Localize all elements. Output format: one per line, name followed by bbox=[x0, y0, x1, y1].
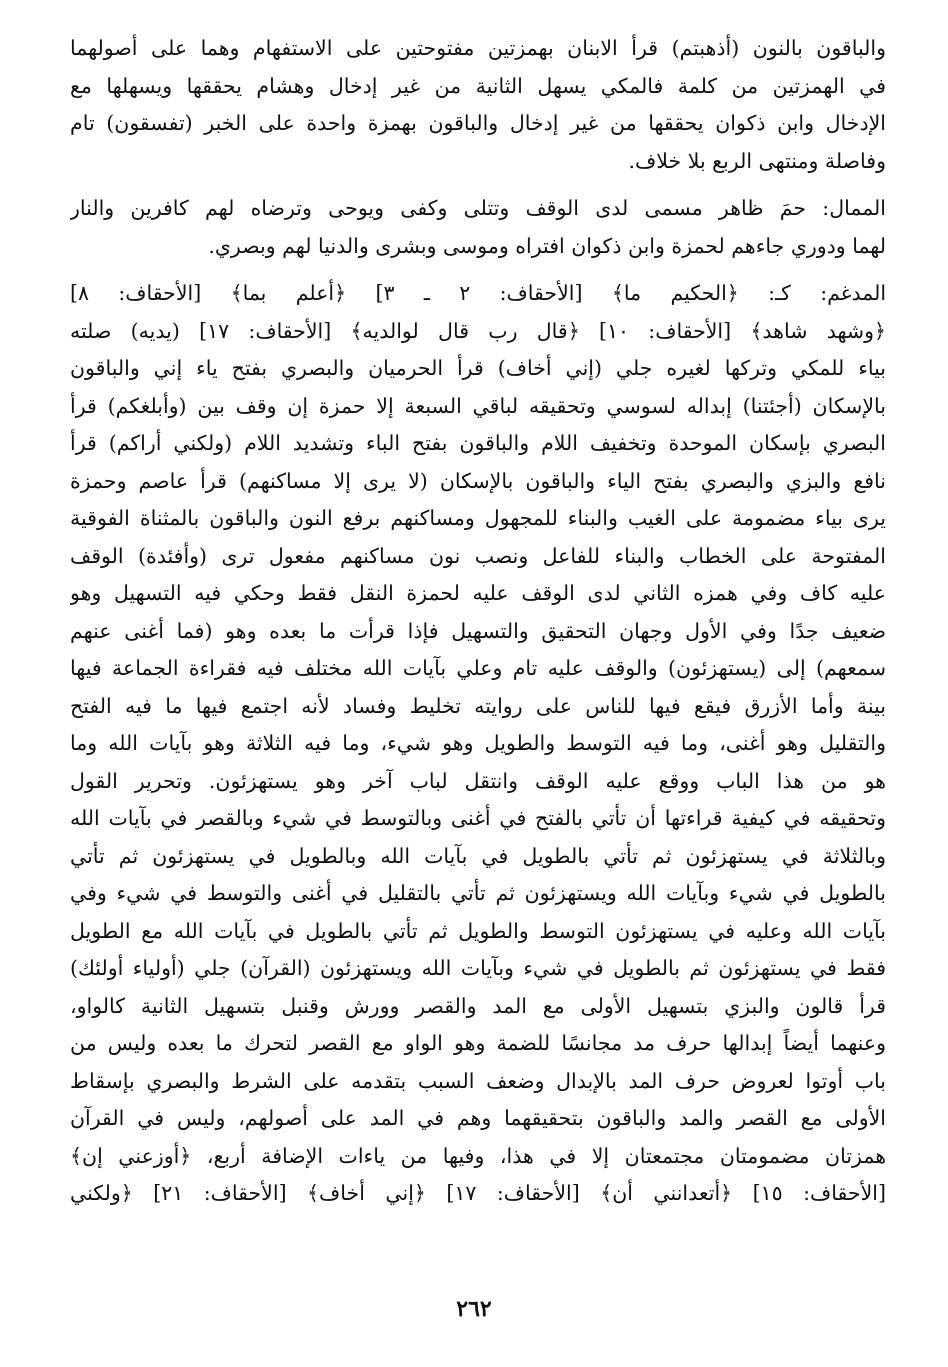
text-line: همزتان مضمومتان مجتمعتان إلا في هذا، وفيها من ياءات الإضافة أربع، ﴿أوزعني إن﴾ bbox=[70, 1143, 886, 1168]
text-line: يرى بياء مضمومة على الغيب والبناء للمجهول ومساكنهم برفع النون والباقون بالمثناة الفوقية bbox=[70, 506, 886, 530]
text-line: بياء للمكي وتركها لغيره جلي (إني أخاف) قرأ الحرميان والبصري بفتح ياء إني والباقون bbox=[70, 356, 886, 380]
text-line: الأولى مع القصر والمد والباقون بتحقيقهما وهم في المد على أصولهم، وليس في القرآن bbox=[70, 1106, 886, 1130]
text-line: وتحقيقه في كيفية قراءتها أن تأتي بالفتح في أغنى وبالتوسط في شيء وبالقصر في بآيات الله bbox=[70, 806, 886, 830]
text-line: بالطويل في شيء وبآيات الله ويستهزئون ثم تأتي بالتقليل في أغنى والتوسط في شيء وفي bbox=[70, 881, 886, 905]
text-line: وبالثلاثة في يستهزئون ثم تأتي بالطويل في بآيات الله وبالطويل في يستهزئون ثم تأتي bbox=[70, 843, 886, 868]
text-line: سمعهم) إلى (يستهزئون) والوقف عليه تام وعلي بآيات الله مختلف فيه فقراءة الجماعة فيها bbox=[70, 656, 886, 680]
text-line: والتقليل وهو أغنى، وما فيه التوسط والطويل وهو شيء، وما فيه الثلاثة وهو بآيات الله وما bbox=[70, 731, 886, 755]
text-line: بينة وأما الأزرق فيقع فيها للناس على روايته تخليط وفساد لأنه اجتمع فيها ما فيه الفتح bbox=[70, 693, 886, 718]
text-line: الإدخال وابن ذكوان يحققها من غير إدخال والباقون بهمزة واحدة على الخبر (تفسقون) تام bbox=[70, 111, 886, 135]
text-line: المفتوحة على الخطاب والبناء للفاعل ونصب نون مساكنهم مفعول ترى (وأفئدة) الوقف bbox=[70, 543, 886, 568]
text-line: البصري بإسكان الموحدة وتخفيف اللام والباقون بفتح الباء وتشديد اللام (ولكني أراكم) قرأ bbox=[70, 431, 886, 455]
text-line: باب أوتوا لعروض حرف المد بالإبدال وضعف السبب بتقدمه على الشرط والبصري بإسقاط bbox=[70, 1068, 886, 1093]
text-line: وعنهما أيضاً إبدالها حرف مد مجانسًا للضمة وهو الواو مع القصر لتحرك ما بعده وليس من bbox=[70, 1031, 886, 1055]
text-line: لهما ودوري جاءهم لحمزة وابن ذكوان افتراه وموسى وبشرى والدنيا لهم وبصري. bbox=[208, 233, 886, 258]
text-line: بآيات الله وعليه في يستهزئون التوسط والطويل ثم تأتي بالطويل في بآيات الله مع الطويل bbox=[70, 918, 886, 943]
text-line: ضعيف جدًا وفي الأول وجهان التحقيق والتسهيل فإذا قرأت ما بعده وهو (فما أغنى عنهم bbox=[70, 618, 886, 643]
text-line: والباقون بالنون (أذهبتم) قرأ الابنان بهمزتين مفتوحتين على الاستفهام وهما على أصولهما bbox=[70, 36, 886, 60]
text-line: الممال: حمَ ظاهر مسمى لدى الوقف وتتلى وكفى ويوحى وترضاه لهم كافرين والنار bbox=[70, 196, 886, 220]
text-line: وفاصلة ومنتهى الربع بلا خلاف. bbox=[628, 148, 886, 173]
page-number: ٢٦٢ bbox=[456, 1296, 492, 1322]
paragraph-recitation-variants bbox=[70, 30, 886, 180]
paragraph-mumal bbox=[70, 190, 886, 265]
text-line: ﴿وشهد شاهد﴾ [الأحقاف: ١٠] ﴿قال رب قال لوالديه﴾ [الأحقاف: ١٧] (يديه) صلته bbox=[70, 318, 886, 343]
text-line: المدغم: كـ: ﴿الحكيم ما﴾ [الأحقاف: ٢ ـ ٣] ﴿أعلم بما﴾ [الأحقاف: ٨] bbox=[70, 281, 886, 305]
text-line: نافع والبزي والبصري بفتح الياء والباقون بالإسكان (لا يرى إلا مساكنهم) قرأ عاصم وحمزة bbox=[70, 468, 886, 493]
text-line: في الهمزتين من كلمة فالمكي يسهل الثانية من غير إدخال وهشام يحققها ويسهلها مع bbox=[70, 73, 886, 98]
text-line: قرأ قالون والبزي بتسهيل الأولى مع المد والقصر وورش وقنبل بتسهيل الثانية كالواو، bbox=[70, 993, 886, 1018]
text-line: عليه كاف وفي همزه الثاني لدى الوقف عليه لحمزة النقل فقط وحكي فيه التسهيل وهو bbox=[70, 581, 886, 605]
text-line: فقط في يستهزئون ثم بالطويل في شيء وبآيات الله ويستهزئون (القرآن) جلي (أولياء أولئك) bbox=[70, 956, 886, 980]
text-line: بالإسكان (أجئتنا) إبداله لسوسي وتحقيقه لباقي السبعة إلا حمزة إن وقف بين (وأبلغكم) قرأ bbox=[70, 393, 886, 418]
text-line: هو من هذا الباب ووقع عليه الوقف وانتقل لباب آخر وهو يستهزئون. وتحرير القول bbox=[70, 768, 886, 793]
paragraph-mudgham bbox=[70, 275, 886, 1213]
text-line: [الأحقاف: ١٥] ﴿أتعدانني أن﴾ [الأحقاف: ١٧] ﴿إني أخاف﴾ [الأحقاف: ٢١] ﴿ولكني bbox=[70, 1181, 886, 1205]
